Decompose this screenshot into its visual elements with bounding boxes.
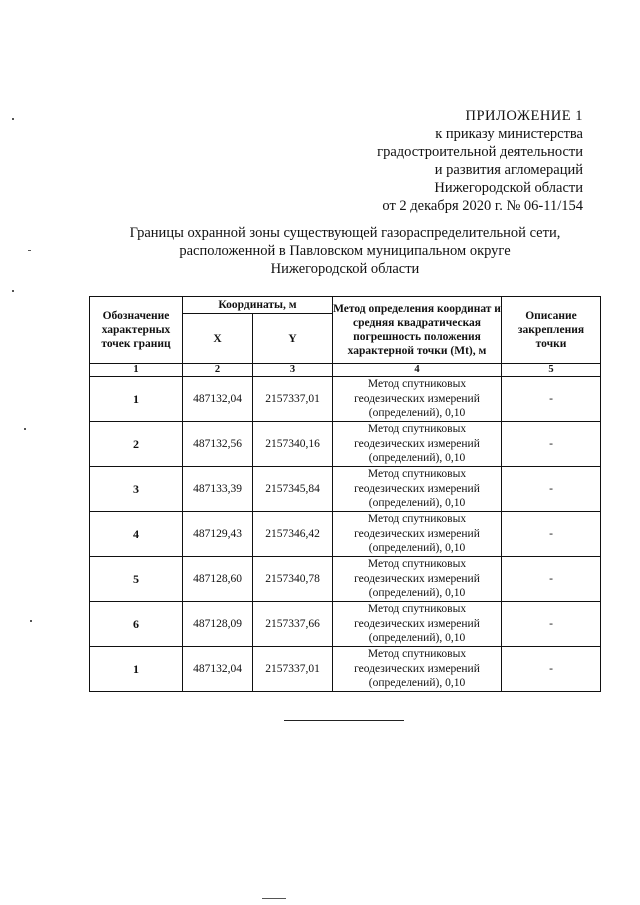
y-coordinate: 2157340,16 — [253, 422, 333, 467]
scan-speck — [12, 118, 14, 120]
column-number: 3 — [253, 364, 333, 377]
y-coordinate: 2157345,84 — [253, 467, 333, 512]
x-coordinate: 487133,39 — [183, 467, 253, 512]
column-number: 4 — [333, 364, 502, 377]
y-coordinate: 2157337,01 — [253, 377, 333, 422]
y-coordinate: 2157337,01 — [253, 647, 333, 692]
header-point-designation: Обозначение характерных точек границ — [90, 297, 183, 364]
table-row — [90, 512, 601, 557]
point-number: 1 — [90, 647, 183, 692]
method-line: (определений), 0,10 — [368, 542, 466, 555]
column-number: 2 — [183, 364, 253, 377]
scan-speck — [28, 250, 31, 251]
method-line: Метод спутниковых — [367, 423, 467, 436]
fixing-description: - — [502, 557, 601, 602]
scan-speck — [30, 620, 32, 622]
method-cell — [333, 377, 502, 422]
method-cell — [333, 512, 502, 557]
header-y: Y — [253, 314, 333, 364]
appendix-line: от 2 декабря 2020 г. № 06-11/154 — [382, 198, 583, 214]
table-row — [90, 422, 601, 467]
header-coordinates: Координаты, м — [183, 297, 333, 314]
appendix-line: градостроительной деятельности — [377, 144, 583, 160]
y-coordinate: 2157346,42 — [253, 512, 333, 557]
table-row — [90, 557, 601, 602]
point-number: 3 — [90, 467, 183, 512]
appendix-line: к приказу министерства — [435, 126, 583, 142]
method-line: Метод спутниковых — [367, 513, 467, 526]
scan-speck — [12, 290, 14, 292]
column-number: 5 — [502, 364, 601, 377]
fixing-description: - — [502, 377, 601, 422]
x-coordinate: 487129,43 — [183, 512, 253, 557]
x-coordinate: 487132,04 — [183, 377, 253, 422]
method-line: геодезических измерений — [354, 437, 480, 450]
method-cell — [333, 647, 502, 692]
method-line: Метод спутниковых — [367, 468, 467, 481]
method-line: геодезических измерений — [354, 572, 480, 585]
method-line: геодезических измерений — [354, 392, 480, 405]
boundary-points-table — [89, 296, 601, 692]
y-coordinate: 2157337,66 — [253, 602, 333, 647]
method-cell — [333, 467, 502, 512]
method-line: Метод спутниковых — [367, 378, 467, 391]
header-description: Описание закрепления точки — [502, 297, 601, 364]
method-line: Метод спутниковых — [367, 603, 467, 616]
appendix-title: ПРИЛОЖЕНИЕ 1 — [465, 108, 583, 124]
table-row — [90, 467, 601, 512]
table-row — [90, 377, 601, 422]
point-number: 5 — [90, 557, 183, 602]
fixing-description: - — [502, 422, 601, 467]
method-line: (определений), 0,10 — [368, 587, 466, 600]
point-number: 4 — [90, 512, 183, 557]
y-coordinate: 2157340,78 — [253, 557, 333, 602]
appendix-line: Нижегородской области — [434, 180, 583, 196]
method-cell — [333, 602, 502, 647]
title-line: расположенной в Павловском муниципальном округе — [179, 243, 511, 259]
point-number: 1 — [90, 377, 183, 422]
table-row — [90, 602, 601, 647]
method-line: (определений), 0,10 — [368, 632, 466, 645]
method-cell — [333, 422, 502, 467]
x-coordinate: 487128,09 — [183, 602, 253, 647]
point-number: 2 — [90, 422, 183, 467]
scan-speck — [24, 428, 26, 430]
footer-divider — [284, 720, 404, 721]
method-line: (определений), 0,10 — [368, 677, 466, 690]
method-line: Метод спутниковых — [367, 648, 467, 661]
document-title — [60, 224, 630, 278]
scan-speck — [262, 898, 286, 899]
fixing-description: - — [502, 467, 601, 512]
title-line: Нижегородской области — [270, 261, 420, 277]
column-number-row — [90, 364, 601, 377]
fixing-description: - — [502, 512, 601, 557]
header-x: X — [183, 314, 253, 364]
method-line: геодезических измерений — [354, 617, 480, 630]
method-line: Метод спутниковых — [367, 558, 467, 571]
method-line: геодезических измерений — [354, 482, 480, 495]
appendix-line: и развития агломераций — [434, 162, 583, 178]
fixing-description: - — [502, 647, 601, 692]
column-number: 1 — [90, 364, 183, 377]
appendix-header — [377, 107, 583, 215]
title-line: Границы охранной зоны существующей газораспределительной сети, — [129, 225, 561, 241]
point-number: 6 — [90, 602, 183, 647]
method-line: (определений), 0,10 — [368, 407, 466, 420]
fixing-description: - — [502, 602, 601, 647]
method-line: (определений), 0,10 — [368, 452, 466, 465]
x-coordinate: 487132,04 — [183, 647, 253, 692]
method-cell — [333, 557, 502, 602]
method-line: (определений), 0,10 — [368, 497, 466, 510]
method-line: геодезических измерений — [354, 527, 480, 540]
method-line: геодезических измерений — [354, 662, 480, 675]
x-coordinate: 487132,56 — [183, 422, 253, 467]
header-method: Метод определения координат и средняя квадратическая погрешность положения характерной точки (Mt), м — [333, 297, 502, 364]
x-coordinate: 487128,60 — [183, 557, 253, 602]
table-row — [90, 647, 601, 692]
